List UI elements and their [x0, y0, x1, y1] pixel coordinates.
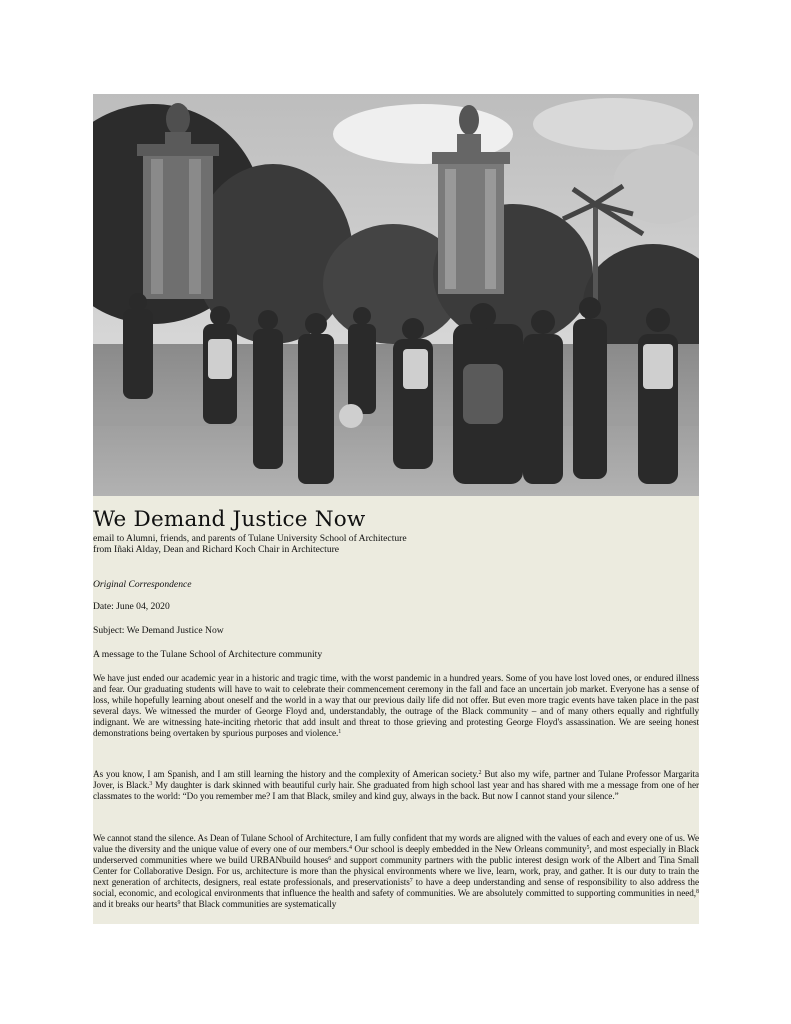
recipient-line: A message to the Tulane School of Architecture community	[93, 649, 323, 660]
page-title: We Demand Justice Now	[93, 507, 366, 532]
paragraph-2: As you know, I am Spanish, and I am still learning the history and the complexity of American society.$^2$ But also my wife, partner and Tulane Professor Margarita Jover, is Black.$^3$ My daughter is dark skinned with beautiful curly hair. She graduated from high school last year and has shared with me a message from one of her classmates to the world: “Do you remember me? I am that Black, smiley and kind guy, always in the back. But now I cannot stand your silence.”	[93, 769, 699, 802]
document-page	[93, 94, 699, 924]
subject-line: Subject: We Demand Justice Now	[93, 625, 224, 636]
date-line: Date: June 04, 2020	[93, 601, 170, 612]
original-correspondence-label: Original Correspondence	[93, 579, 192, 590]
paragraph-1: We have just ended our academic year in a historic and tragic time, with the worst pandemic in a hundred years. Some of you have lost loved ones, or endured illness and fear. Our graduating students will have to wait to celebrate their commencement ceremony in the fall and face an uncertain job market. Everyone has a sense of loss, while hopefully learning about oneself and the world in a way that our previous daily life did not offer. But even more tragic events have taken place in the past several days. We witnessed the murder of George Floyd and, understandably, the outrage of the Black community – and of many others equally and rightfully indignant. We are witnessing hate-inciting rhetoric that add insult and threat to those grieving and protesting George Floyd's assassination. We are seeing honest demonstrations being overtaken by spurious purposes and violence.$^1$	[93, 673, 699, 738]
paragraph-3: We cannot stand the silence. As Dean of Tulane School of Architecture, I am fully confident that my words are aligned with the values of each and every one of us. We value the diversity and the unique value of every one of our members.$^4$ Our school is deeply embedded in the New Orleans community$^5$, and most especially in Black underserved communities where we build URBANbuild houses$^6$ and support community partners with the public interest design work of the Albert and Tina Small Center for Collaborative Design. For us, architecture is more than the physical environments where we live, learn, work, pray, and gather. It is our duty to train the next generation of architects, designers, real estate professionals, and preservationists$^7$ to have a deep understanding and sense of responsibility to also address the social, economic, and ecological environments that influence the health and safety of communities. We are absolutely committed to supporting communities in need,$^8$ and it breaks our hearts$^9$ that Black communities are systematically	[93, 833, 699, 909]
email-audience-line: email to Alumni, friends, and parents of Tulane University School of Architecture	[93, 533, 407, 544]
protest-photo	[93, 94, 699, 496]
email-sender-line: from Iñaki Alday, Dean and Richard Koch Chair in Architecture	[93, 544, 340, 555]
letter-content	[93, 507, 699, 910]
